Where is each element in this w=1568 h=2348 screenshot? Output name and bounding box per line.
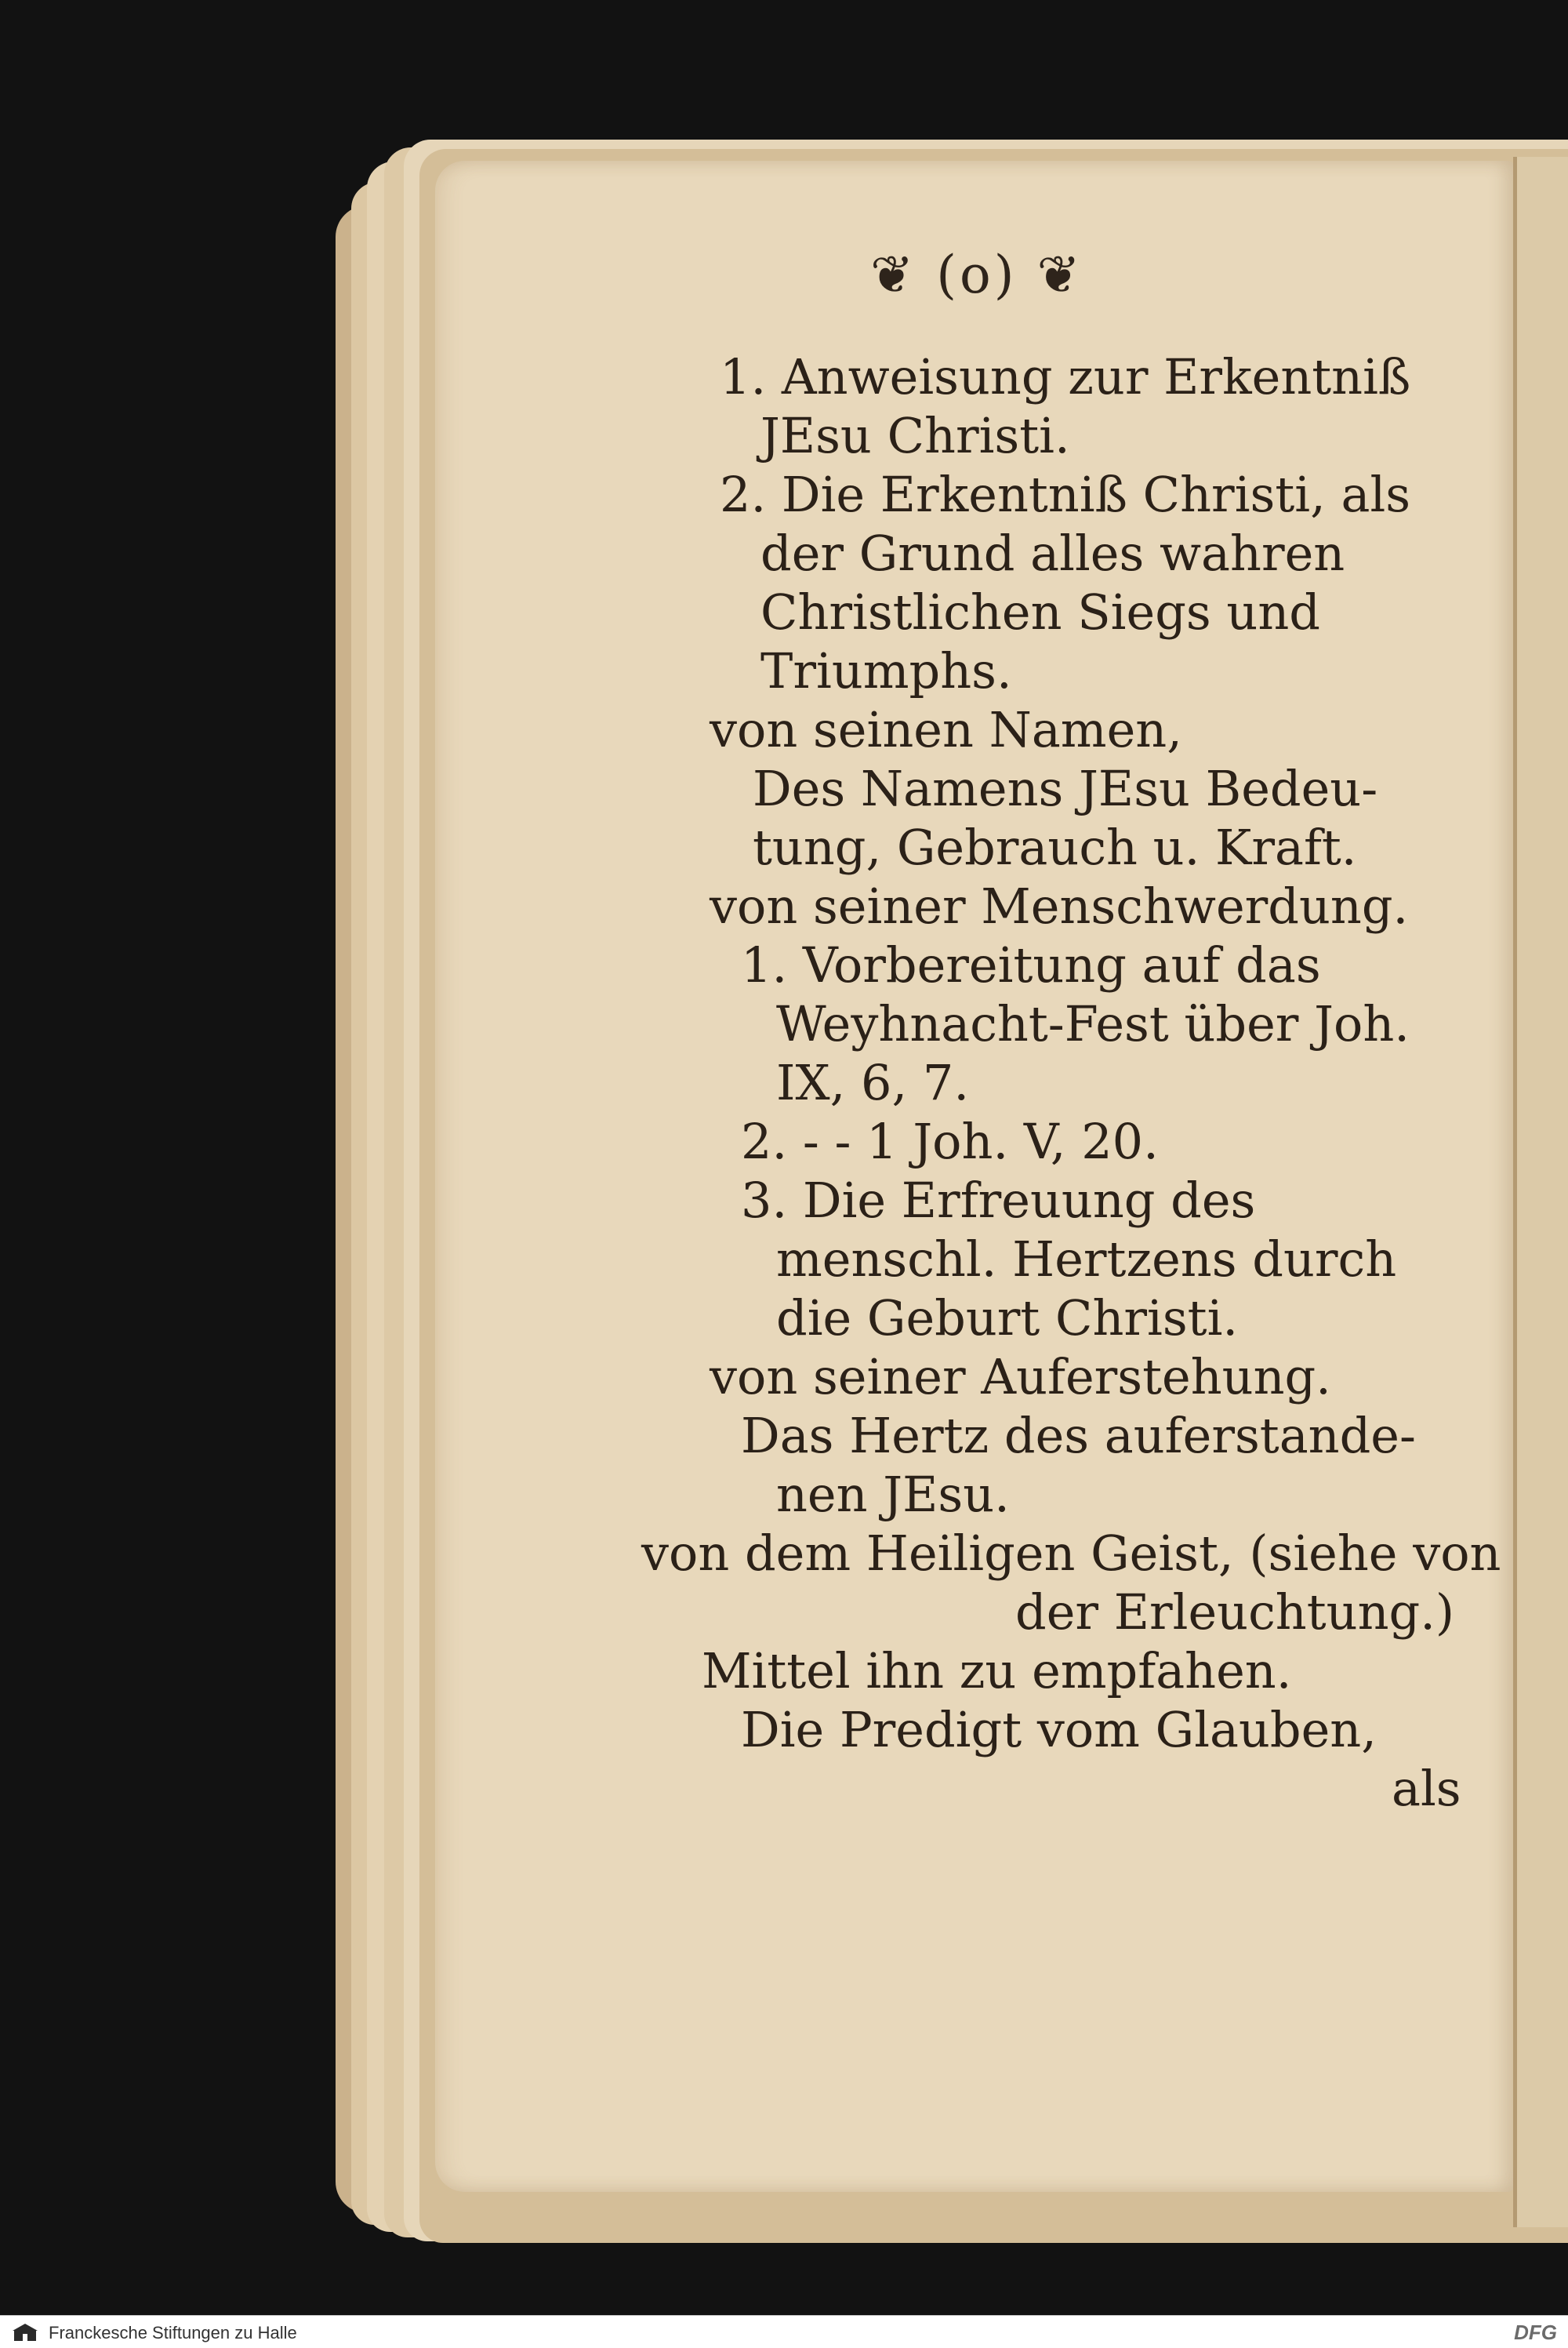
text-line: von dem Heiligen Geist, (siehe von bbox=[641, 1525, 1501, 1582]
text-line: von seinen Namen, bbox=[710, 701, 1182, 758]
dfg-logo: DFG bbox=[1514, 2321, 1557, 2344]
page-text bbox=[627, 348, 1501, 1996]
text-line: 3. Die Erfreuung des bbox=[741, 1172, 1256, 1229]
text-line: Das Hertz des auferstande- bbox=[741, 1407, 1416, 1464]
text-line: JEsu Christi. bbox=[760, 407, 1070, 464]
page-header bbox=[870, 245, 1083, 305]
page-number: (o) bbox=[936, 245, 1018, 305]
ornament-left-icon: ❦ bbox=[870, 245, 917, 305]
text-line: 1. Vorbereitung auf das bbox=[741, 936, 1321, 994]
text-line: Die Predigt vom Glauben, bbox=[741, 1701, 1377, 1758]
footer-institution-label: Franckesche Stiftungen zu Halle bbox=[49, 2323, 297, 2343]
ornament-right-icon: ❦ bbox=[1036, 245, 1083, 305]
institution-logo-icon bbox=[9, 2322, 41, 2344]
facing-page bbox=[1513, 157, 1568, 2227]
text-line: 2. - - 1 Joh. V, 20. bbox=[741, 1113, 1159, 1170]
text-line: nen JEsu. bbox=[776, 1466, 1010, 1523]
text-line: 1. Anweisung zur Erkentniß bbox=[720, 348, 1411, 405]
footer-bar bbox=[0, 2315, 1568, 2348]
text-line: tung, Gebrauch u. Kraft. bbox=[753, 819, 1357, 876]
text-line: IX, 6, 7. bbox=[776, 1054, 970, 1111]
text-line: Weyhnacht-Fest über Joh. bbox=[776, 995, 1410, 1052]
text-line: Mittel ihn zu empfahen. bbox=[702, 1642, 1292, 1699]
text-line: von seiner Menschwerdung. bbox=[710, 878, 1409, 935]
text-line: der Erleuchtung.) bbox=[1015, 1583, 1455, 1641]
text-line: menschl. Hertzens durch bbox=[776, 1230, 1397, 1288]
text-line: Des Namens JEsu Bedeu- bbox=[753, 760, 1378, 817]
text-line: Christlichen Siegs und bbox=[760, 583, 1320, 641]
text-line: die Geburt Christi. bbox=[776, 1289, 1239, 1347]
text-line: 2. Die Erkentniß Christi, als bbox=[720, 466, 1411, 523]
text-line: Triumphs. bbox=[760, 642, 1012, 700]
text-line: der Grund alles wahren bbox=[760, 525, 1345, 582]
text-line: von seiner Auferstehung. bbox=[710, 1348, 1331, 1405]
catchword: als bbox=[1392, 1760, 1461, 1817]
